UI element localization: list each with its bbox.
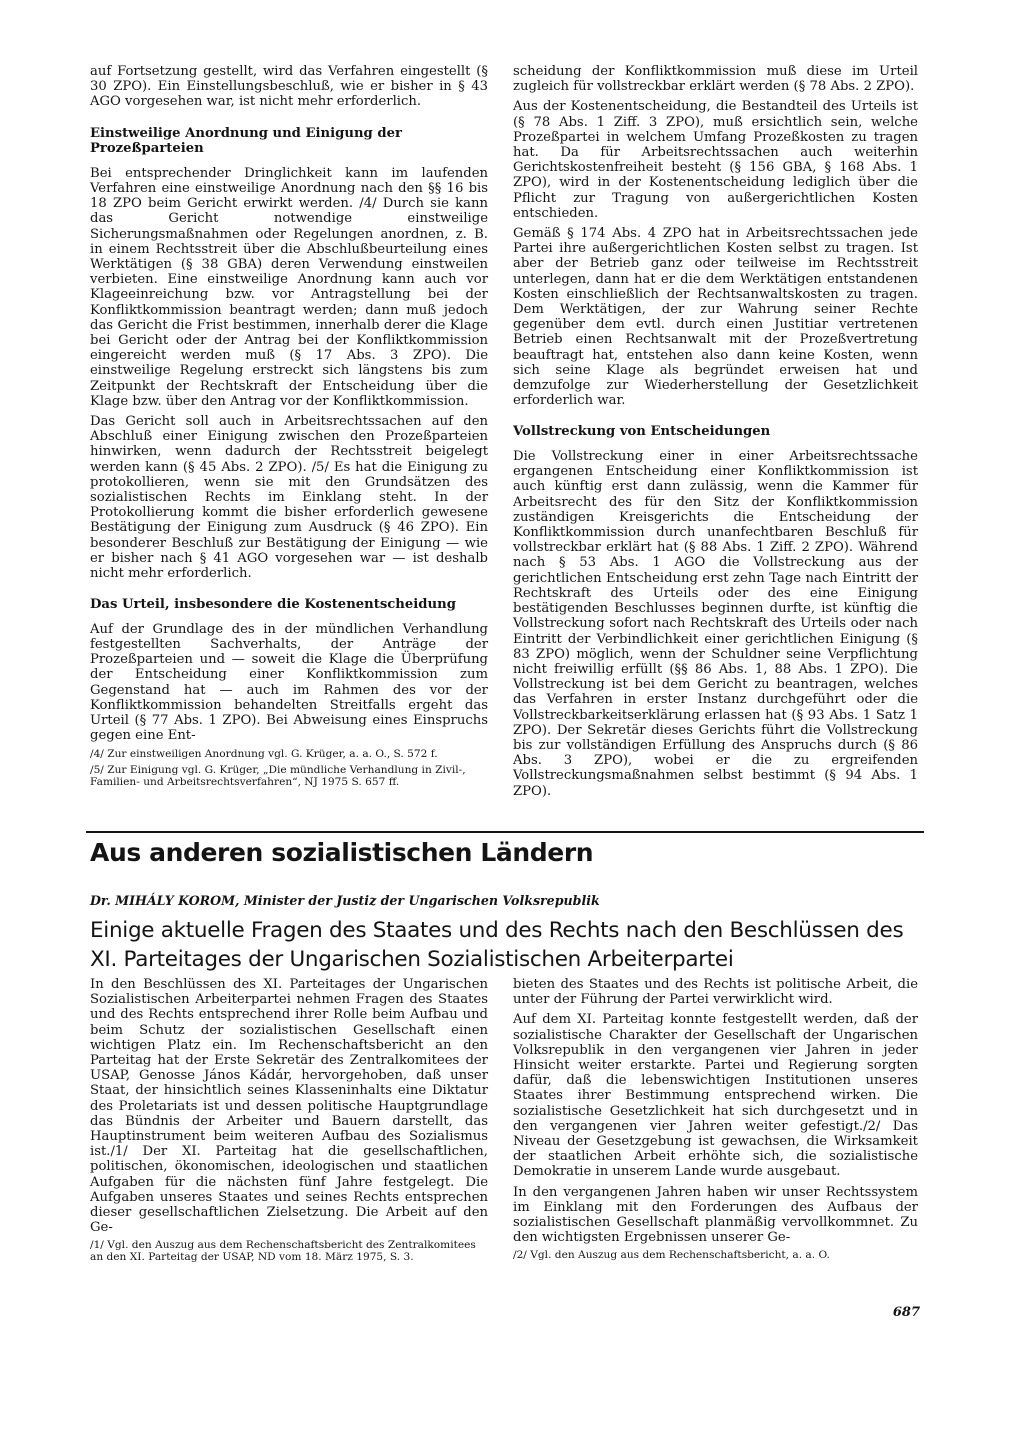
paragraph: Das Gericht soll auch in Arbeitsrechtssachen auf den Abschluß einer Einigung zwischen den Prozeßparteien hinwirken, wenn dadurch der Rechtsstreit beigelegt werden kann (§ 45 Abs. 2 ZPO). /5/ Es hat die Einigung zu protokollieren, wenn sie mit den Grundsätzen des sozialistischen Rechts im Einklang steht. In der Protokollierung kommt die bisher erforderlich gewesene Bestätigung der Einigung zum Ausdruck (§ 46 ZPO). Ein besonderer Beschluß zur Bestätigung der Einigung — wie er bisher nach § 41 AGO vorgesehen war — ist deshalb nicht mehr erforderlich. xyxy=(90,414,488,582)
paragraph: Bei entsprechender Dringlichkeit kann im laufenden Verfahren eine einstweilige Anordnung nach den §§ 16 bis 18 ZPO beim Gericht erwirkt werden. /4/ Durch sie kann das Gericht notwendige einstweilige Sicherungsmaßnahmen oder Regelungen anordnen, z. B. in einem Rechtsstreit über die Abschlußbeurteilung eines Werktätigen (§ 38 GBA) deren Verwendung einstweilen verbieten. Eine einstweilige Anordnung kann auch vor Klageeinreichung bzw. vor Antragstellung bei der Konfliktkommission beantragt werden; dann muß jedoch das Gericht die Frist bestimmen, innerhalb derer die Klage bei Gericht oder der Antrag bei der Konfliktkommission eingereicht werden muß (§ 17 Abs. 3 ZPO). Die einstweilige Regelung erstreckt sich längstens bis zum Zeitpunkt der Rechtskraft der Entscheidung über die Klage bzw. über den Antrag vor der Konfliktkommission. xyxy=(90,165,488,409)
text-column-bottom-left xyxy=(90,977,488,1269)
paragraph: In den vergangenen Jahren haben wir unser Rechtssystem im Einklang mit den Forderungen des Aufbaus der sozialistischen Gesellschaft planmäßig vervollkommnet. Zu den wichtigsten Ergebnissen unserer Ge- xyxy=(513,1184,918,1246)
paragraph: Aus der Kostenentscheidung, die Bestandteil des Urteils ist (§ 78 Abs. 1 Ziff. 3 ZPO), muß ersichtlich sein, welche Prozeßpartei in welchem Umfang Prozeßkosten zu tragen hat. Da für Arbeitsrechtssachen auch weiterhin Gerichtskostenfreiheit besteht (§ 156 GBA, § 168 Abs. 1 ZPO), wird in der Kostenentscheidung lediglich über die Pflicht zur Tragung von außergerichtlichen Kosten entschieden. xyxy=(513,99,918,221)
author-line: Dr. MIHÁLY KOROM, Minister der Justiz der Ungarischen Volksrepublik xyxy=(90,893,600,908)
footnote: /1/ Vgl. den Auszug aus dem Rechenschaftsbericht des Zentralkomitees an den XI. Parteitag der USAP, ND vom 18. März 1975, S. 3. xyxy=(90,1239,476,1264)
paragraph: auf Fortsetzung gestellt, wird das Verfahren eingestellt (§ 30 ZPO). Ein Einstellungsbeschluß, wie er bisher in § 43 AGO vorgesehen war, ist nicht mehr erforderlich. xyxy=(90,64,488,110)
text-column-top-right xyxy=(513,64,918,804)
subheading: Das Urteil, insbesondere die Kostenentscheidung xyxy=(90,597,456,613)
paragraph: Die Vollstreckung einer in einer Arbeitsrechtssache ergangenen Entscheidung einer Konfliktkommission ist auch künftig erst dann zulässig, wenn die Kammer für Arbeitsrecht des für den Sitz der Konfliktkommission zuständigen Kreisgerichts die Entscheidung der Konfliktkommission durch unanfechtbaren Beschluß für vollstreckbar erklärt hat (§ 88 Abs. 1 Ziff. 2 ZPO). Während nach § 53 Abs. 1 AGO die Vollstreckung aus der gerichtlichen Entscheidung erst zehn Tage nach Eintritt der Rechtskraft des Urteils oder des eine Einigung bestätigenden Beschlusses beginnen durfte, ist künftig die Vollstreckung sofort nach Rechtskraft des Urteils oder nach Eintritt der Verbindlichkeit einer gerichtlichen Einigung (§ 83 ZPO) möglich, wenn der Schuldner seine Verpflichtung nicht freiwillig erfüllt (§§ 86 Abs. 1, 88 Abs. 1 ZPO). Die Vollstreckung ist bei dem Gericht zu beantragen, welches das Verfahren in erster Instanz durchgeführt oder die Vollstreckbarkeitserklärung erlassen hat (§ 93 Abs. 1 Satz 1 ZPO). Der Sekretär dieses Gerichts führt die Vollstreckung bis zur vollständigen Erfüllung des Anspruchs durch (§ 86 Abs. 3 ZPO), wobei er die zu ergreifenden Vollstreckungsmaßnahmen selbst bestimmt (§ 94 Abs. 1 ZPO). xyxy=(513,449,918,799)
section-divider xyxy=(86,831,924,833)
footnote: /5/ Zur Einigung vgl. G. Krüger, „Die mündliche Verhandlung in Zivil-, Familien- und Arbeitsrechtsverfahren“, NJ 1975 S. 657 ff. xyxy=(90,764,466,788)
page-number: 687 xyxy=(892,1305,920,1320)
footnote: /2/ Vgl. den Auszug aus dem Rechenschaftsbericht, a. a. O. xyxy=(513,1249,830,1262)
paragraph: Gemäß § 174 Abs. 4 ZPO hat in Arbeitsrechtssachen jede Partei ihre außergerichtlichen Kosten selbst zu tragen. Ist aber der Betrieb ganz oder teilweise im Rechtsstreit unterlegen, dann hat er die dem Werktätigen entstandenen Kosten einschließlich der Rechtsanwaltskosten zu tragen. Dem Werktätigen, der zur Wahrung seiner Rechte gegenüber dem evtl. durch einen Justitiar vertretenen Betrieb einen Rechtsanwalt mit der Prozeßvertretung beauftragt hat, entstehen also dann keine Kosten, wenn sich seine Klage als begründet erweisen hat und demzufolge zur Wiederherstellung der Gesetzlichkeit erforderlich war. xyxy=(513,226,918,409)
paragraph: bieten des Staates und des Rechts ist politische Arbeit, die unter der Führung der Partei verwirklicht wird. xyxy=(513,977,918,1008)
paragraph: Auf der Grundlage des in der mündlichen Verhandlung festgestellten Sachverhalts, der Anträge der Prozeßparteien und — soweit die Klage die Überprüfung der Entscheidung einer Konfliktkommission zum Gegenstand hat — auch im Rahmen des vor der Konfliktkommission behandelten Streitfalls ergeht das Urteil (§ 77 Abs. 1 ZPO). Bei Abweisung eines Einspruchs gegen eine Ent- xyxy=(90,621,488,744)
text-column-top-left xyxy=(90,64,488,793)
text-column-bottom-right xyxy=(513,977,918,1267)
paragraph: In den Beschlüssen des XI. Parteitages der Ungarischen Sozialistischen Arbeiterpartei nehmen Fragen des Staates und des Rechts entsprechend ihrer Rolle beim Aufbau und beim Schutz der sozialistischen Gesellschaft einen wichtigen Platz ein. Im Rechenschaftsbericht an den Parteitag hat der Erste Sekretär des Zentralkomitees der USAP, Genosse János Kádár, hervorgehoben, daß unser Staat, der hinsichtlich seines Klasseninhalts eine Diktatur des Proletariats ist und dessen politische Hauptgrundlage das Bündnis der Arbeiter und Bauern darstellt, das Hauptinstrument beim weiteren Aufbau des Sozialismus ist./1/ Der XI. Parteitag hat die gesellschaftlichen, politischen, ökonomischen, ideologischen und staatlichen Aufgaben für die nächsten fünf Jahre festgelegt. Die Aufgaben unseres Staates und seines Rechts entsprechen dieser gesellschaftlichen Zielsetzung. Die Arbeit auf den Ge- xyxy=(90,977,488,1236)
subheading: Vollstreckung von Entscheidungen xyxy=(513,424,771,440)
paragraph: scheidung der Konfliktkommission muß diese im Urteil zugleich für vollstreckbar erklärt werden (§ 78 Abs. 2 ZPO). xyxy=(513,64,918,95)
subheading: Einstweilige Anordnung und Einigung der Prozeßparteien xyxy=(90,125,402,157)
section-title: Aus anderen sozialistischen Ländern xyxy=(90,838,594,867)
footnote: /4/ Zur einstweiligen Anordnung vgl. G. Krüger, a. a. O., S. 572 f. xyxy=(90,747,438,760)
article-title: Einige aktuelle Fragen des Staates und des Rechts nach den Beschlüssen des XI. Parteitages der Ungarischen Sozialistischen Arbeiterpartei xyxy=(90,918,904,972)
paragraph: Auf dem XI. Parteitag konnte festgestellt werden, daß der sozialistische Charakter der Gesellschaft der Ungarischen Volksrepublik in den vergangenen vier Jahren in jeder Hinsicht weiter erstarkte. Partei und Regierung sorgten dafür, daß die lebenswichtigen Institutionen unseres Staates ihrer Bestimmung entsprechend wirken. Die sozialistische Gesetzlichkeit hat sich durchgesetzt und in den vergangenen vier Jahren weiter gefestigt./2/ Das Niveau der Gesetzgebung ist gewachsen, die Wirksamkeit der staatlichen Arbeit erhöhte sich, die sozialistische Demokratie in unserem Lande wurde ausgebaut. xyxy=(513,1012,918,1180)
